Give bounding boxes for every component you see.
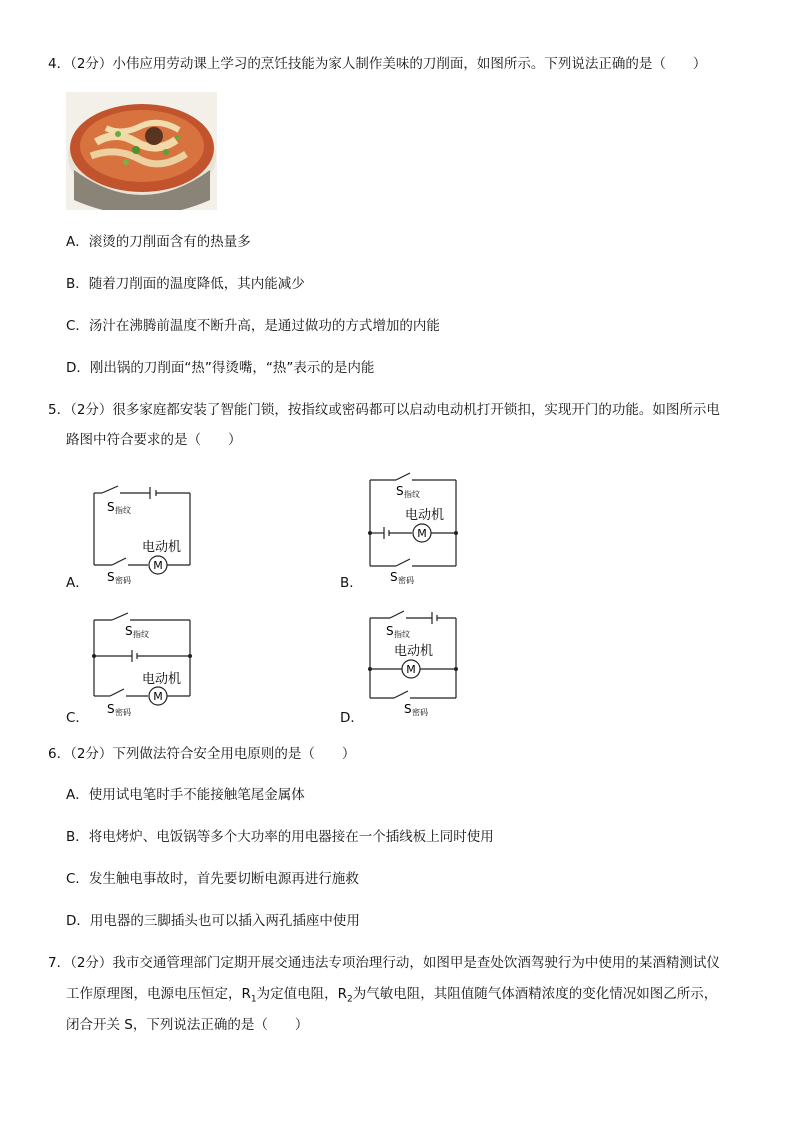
q6-option-c: C．发生触电事故时，首先要切断电源再进行施救 bbox=[66, 871, 359, 887]
q5-option-c-label: C． bbox=[66, 710, 89, 726]
switch-fingerprint-s: S bbox=[107, 500, 115, 514]
switch-password-sub: 密码 bbox=[115, 576, 131, 585]
q4-option-c: C．汤汁在沸腾前温度不断升高，是通过做功的方式增加的内能 bbox=[66, 318, 440, 334]
q6-option-d: D．用电器的三脚插头也可以插入两孔插座中使用 bbox=[66, 913, 360, 929]
q5-option-a-label: A． bbox=[66, 575, 89, 591]
q5-option-b-label: B． bbox=[340, 575, 363, 591]
circuit-b bbox=[364, 470, 464, 589]
q6-option-a: A．使用试电笔时手不能接触笔尾金属体 bbox=[66, 787, 305, 803]
svg-text:M: M bbox=[406, 663, 416, 676]
q4-option-b: B．随着刀削面的温度降低，其内能减少 bbox=[66, 276, 305, 292]
motor-label: 电动机 bbox=[142, 540, 182, 555]
q7-line1: 7．（2分）我市交通管理部门定期开展交通违法专项治理行动，如图甲是查处饮酒驾驶行为中使用的某酒精测试仪 bbox=[48, 955, 720, 971]
svg-text:S: S bbox=[125, 624, 133, 638]
svg-text:S: S bbox=[390, 570, 398, 584]
svg-text:电动机: 电动机 bbox=[405, 508, 445, 523]
q6-stem: 6．（2分）下列做法符合安全用电原则的是（ ） bbox=[48, 746, 356, 762]
q5-option-d-label: D． bbox=[340, 710, 364, 726]
svg-text:电动机: 电动机 bbox=[142, 672, 182, 687]
q7-line3: 闭合开关 S，下列说法正确的是（ ） bbox=[66, 1017, 309, 1033]
circuit-c bbox=[90, 608, 200, 722]
circuit-d bbox=[364, 606, 464, 722]
q4-stem: 4．（2分）小伟应用劳动课上学习的烹饪技能为家人制作美味的刀削面，如图所示。下列说法正确的是（ ） bbox=[48, 56, 707, 72]
switch-fingerprint-sub: 指纹 bbox=[115, 506, 131, 515]
noodle-bowl-image bbox=[66, 92, 217, 210]
svg-text:密码: 密码 bbox=[115, 708, 131, 717]
svg-text:指纹: 指纹 bbox=[133, 630, 149, 639]
svg-text:指纹: 指纹 bbox=[404, 490, 420, 499]
motor-symbol: M bbox=[153, 559, 163, 572]
svg-text:S: S bbox=[386, 624, 394, 638]
fingerprint-switch-blade bbox=[102, 486, 118, 493]
q5-stem-line2: 路图中符合要求的是（ ） bbox=[66, 432, 242, 448]
svg-text:指纹: 指纹 bbox=[394, 630, 410, 639]
svg-text:S: S bbox=[107, 702, 115, 716]
svg-text:密码: 密码 bbox=[412, 708, 428, 717]
switch-password-s: S bbox=[107, 570, 115, 584]
q6-option-b: B．将电烤炉、电饭锅等多个大功率的用电器接在一个插线板上同时使用 bbox=[66, 829, 494, 845]
q4-option-d: D．刚出锅的刀削面“热”得烫嘴，“热”表示的是内能 bbox=[66, 360, 375, 376]
q4-option-a: A．滚烫的刀削面含有的热量多 bbox=[66, 234, 251, 250]
svg-text:电动机: 电动机 bbox=[394, 644, 434, 659]
svg-text:M: M bbox=[417, 527, 427, 540]
q7-line2: 工作原理图，电源电压恒定，$R_1$为定值电阻，$R_2$为气敏电阻，其阻值随气体酒精浓度的变化情况如图乙所示， bbox=[66, 986, 718, 1005]
svg-text:M: M bbox=[153, 690, 163, 703]
svg-text:S: S bbox=[404, 702, 412, 716]
q5-stem-line1: 5．（2分）很多家庭都安装了智能门锁，按指纹或密码都可以启动电动机打开锁扣，实现开门的功能。如图所示电 bbox=[48, 402, 720, 418]
svg-text:S: S bbox=[396, 484, 404, 498]
circuit-a bbox=[90, 480, 200, 589]
svg-text:密码: 密码 bbox=[398, 576, 414, 585]
